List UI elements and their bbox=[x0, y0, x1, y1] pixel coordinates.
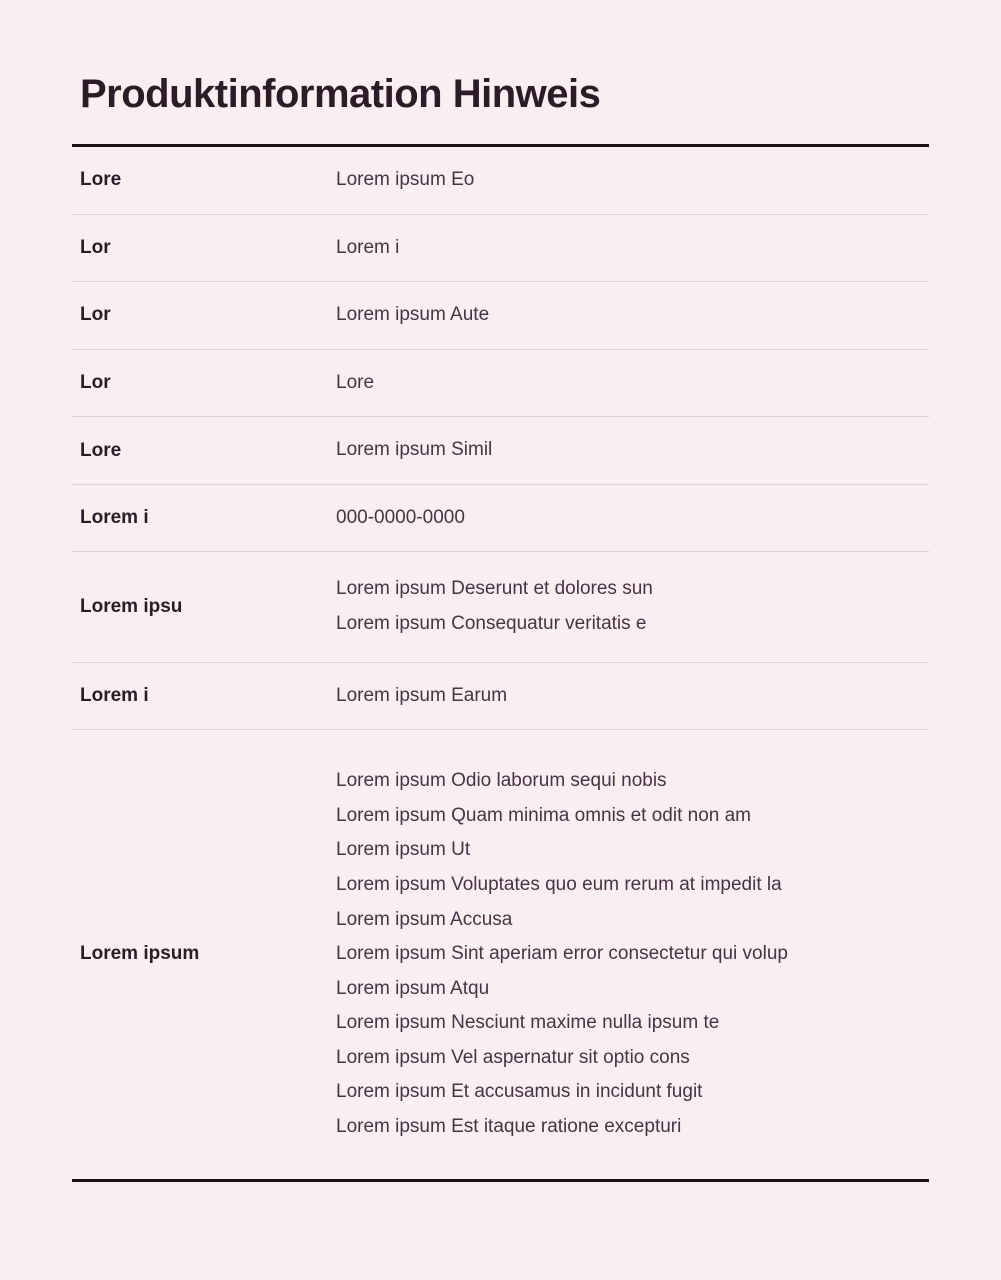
table-row bbox=[72, 484, 929, 552]
value-line: Lorem ipsum Earum bbox=[336, 684, 508, 706]
table-row bbox=[72, 552, 929, 662]
value-line: Lorem ipsum Est itaque ratione excepturi bbox=[336, 1115, 682, 1137]
row-label: Lor bbox=[80, 236, 111, 258]
value-line: Lorem ipsum Odio laborum sequi nobis bbox=[336, 770, 667, 792]
value-line: Lore bbox=[336, 371, 375, 393]
row-value bbox=[336, 484, 929, 552]
row-value bbox=[336, 214, 929, 282]
row-value bbox=[336, 417, 929, 485]
row-label: Lore bbox=[80, 439, 122, 461]
row-value bbox=[336, 282, 929, 350]
value-line: Lorem ipsum Vel aspernatur sit optio cons bbox=[336, 1046, 690, 1068]
value-line: Lorem ipsum Et accusamus in incidunt fugit bbox=[336, 1081, 703, 1103]
value-line: Lorem ipsum Accusa bbox=[336, 908, 513, 930]
value-line: Lorem ipsum Aute bbox=[336, 304, 490, 326]
table-row bbox=[72, 349, 929, 417]
row-label: Lor bbox=[80, 372, 111, 394]
page-title: Produktinformation Hinweis bbox=[80, 72, 601, 116]
row-label: Lor bbox=[80, 304, 111, 326]
row-value bbox=[336, 552, 929, 662]
value-line: Lorem ipsum Ut bbox=[336, 839, 471, 861]
row-label: Lorem ipsum bbox=[80, 943, 200, 965]
row-label: Lorem i bbox=[80, 684, 149, 706]
row-label: Lorem ipsu bbox=[80, 596, 183, 618]
table-row bbox=[72, 730, 929, 1180]
row-value bbox=[336, 349, 929, 417]
row-value bbox=[336, 662, 929, 730]
table-row bbox=[72, 146, 929, 215]
row-value bbox=[336, 146, 929, 215]
value-line: Lorem ipsum Atqu bbox=[336, 977, 490, 999]
value-line: Lorem i bbox=[336, 236, 400, 258]
row-value bbox=[336, 730, 929, 1180]
row-label: Lorem i bbox=[80, 507, 149, 529]
table-row bbox=[72, 214, 929, 282]
value-line: Lorem ipsum Quam minima omnis et odit non am bbox=[336, 804, 751, 826]
table-row bbox=[72, 282, 929, 350]
value-line: 000-0000-0000 bbox=[336, 506, 465, 528]
value-line: Lorem ipsum Eo bbox=[336, 169, 475, 190]
value-line: Lorem ipsum Simil bbox=[336, 439, 493, 461]
value-line: Lorem ipsum Deserunt et dolores sun bbox=[336, 578, 653, 600]
table-row bbox=[72, 417, 929, 485]
table-row bbox=[72, 662, 929, 730]
product-info-table bbox=[72, 144, 929, 1182]
value-line: Lorem ipsum Voluptates quo eum rerum at impedit la bbox=[336, 873, 782, 895]
value-line: Lorem ipsum Consequatur veritatis e bbox=[336, 613, 647, 635]
row-label: Lore bbox=[80, 169, 122, 191]
value-line: Lorem ipsum Nesciunt maxime nulla ipsum te bbox=[336, 1012, 720, 1034]
value-line: Lorem ipsum Sint aperiam error consectetur qui volup bbox=[336, 943, 788, 965]
